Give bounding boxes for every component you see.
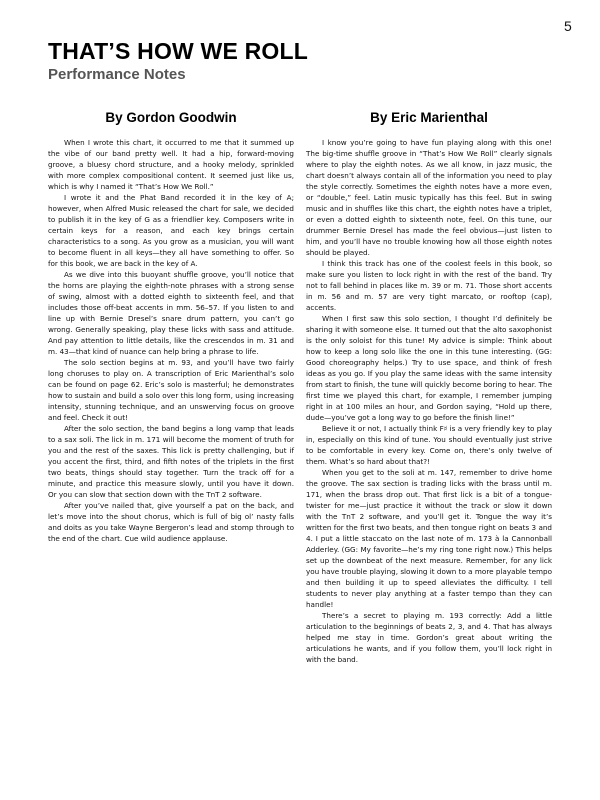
right-paragraph: I think this track has one of the coolest feels in this book, so make sure you listen to lock right in with the rest of the band. Try not to fall behind in places like m. 39 or m. 71. Those short accents in m. 56 and m. 57 are very tight marcato, or rooftop (cap), accents.	[306, 259, 552, 312]
left-column	[48, 110, 294, 544]
right-column	[306, 110, 552, 665]
left-paragraph: After you’ve nailed that, give yourself a pat on the back, and let’s move into the shout chorus, which is full of big ol’ nasty falls and doits as you take Wayne Bergeron’s lead and stomp through to the end of the chart. Cue wild audience applause.	[48, 501, 294, 543]
left-paragraph: The solo section begins at m. 93, and you’ll have two fairly long choruses to play on. A transcription of Eric Marienthal’s solo can be found on page 62. Eric’s solo is masterful; he demonstrates how to sustain and build a solo over this long form, using increasing intensity, stunning technique, and an unswerving focus on groove and feel. Check it out!	[48, 358, 294, 422]
page-number: 5	[564, 18, 572, 34]
left-paragraph: As we dive into this buoyant shuffle groove, you’ll notice that the horns are playing the eighth-note phrases with a strong sense of swing, almost with a dotted eighth to sixteenth feel, and that includes those off-beat accents in mm. 56–57. If you listen to and line up with Bernie Dresel’s snare drum pattern, you can’t go wrong. Generally speaking, play these licks with sass and attitude. And pay attention to little details, like the crescendos in m. 31 and m. 43—that kind of nuance can help bring a phrase to life.	[48, 270, 294, 356]
left-paragraph: After the solo section, the band begins a long vamp that leads to a sax soli. The lick in m. 171 will become the moment of truth for you and the rest of the saxes. This lick is pretty challenging, but if you accent the first, third, and fifth notes of the triplets in the first two beats, things should stay together. Turn the track off for a minute, and practice this measure slowly, until you have it down. Or you can slow that section down with the TnT 2 software.	[48, 424, 294, 499]
right-paragraph: Believe it or not, I actually think F♯ is a very friendly key to play in, especially on this kind of tune. You should eventually just strive to be comfortable in every key. Come on, there’s only twelve of them. What’s so hard about that?!	[306, 424, 552, 466]
right-paragraph: There’s a secret to playing m. 193 correctly: Add a little articulation to the beginnings of beats 2, 3, and 4. That has always helped me stay in time. Gordon’s great about writing the articulations he wants, and if you follow them, you’ll lock right in with the band.	[306, 611, 552, 664]
right-paragraph: When I first saw this solo section, I thought I’d definitely be sharing it with someone else. It turned out that the alto saxophonist is the only soloist for this tune! My advice is simple: Think about how to keep a long solo like the one in this tune interesting. (GG: Good choreography helps.) Try to use space, and think of fresh ideas as you go. If you play the same ideas with the same intensity from start to finish, the tune will quickly become boring to hear. The first time we played this chart, for example, I remember jumping right in at 100 miles an hour, and Gordon saying, “Hold up there, dude—you’ve got a long way to go before the finish line!”	[306, 314, 552, 422]
right-paragraph: I know you’re going to have fun playing along with this one! The big-time shuffle groove in “That’s How We Roll” clearly signals where to play the eighth notes. As we all know, in jazz music, the chart doesn’t always contain all of the information you need to play the style correctly. Sometimes the eighth notes have a more even, or “double,” feel. Latin music typically has this feel. But in swing music and in shuffles like this chart, the eighth notes have a triplet, or even a dotted eighth to sixteenth note, feel. On this tune, our drummer Bernie Dresel has made the feel obvious—just listen to him, and you’ll have no trouble knowing how all those eighth notes should be played.	[306, 138, 552, 257]
left-paragraph: I wrote it and the Phat Band recorded it in the key of A; however, when Alfred Music released the chart for sale, we decided to publish it in the key of G as a friendlier key. Composers write in certain keys for a reason, and each key brings certain characteristics to a song. As you grow as a musician, you will want to become fluent in all keys—they all have something to offer. So for this book, we are back in the key of A.	[48, 193, 294, 268]
right-paragraph: When you get to the soli at m. 147, remember to drive home the groove. The sax section is trading licks with the brass until m. 171, when the brass drop out. That first lick is a bit of a tongue-twister for me—just practice it without the track or slow it down with the TnT 2 software, and you’ll get it. Tongue the way it’s written for the first two beats, and then tongue right on beats 3 and 4. I put a little staccato on the last note of m. 173 à la Cannonball Adderley. (GG: My favorite—he’s my ring tone right now.) This helps set up the downbeat of the next measure. Remember, for any lick you have trouble playing, slowing it down to a more playable tempo and then building it up to speed alleviates the difficulty. I tell students to never play anything at a faster tempo than they can handle!	[306, 468, 552, 609]
page-title: THAT’S HOW WE ROLL	[48, 38, 308, 64]
left-paragraph: When I wrote this chart, it occurred to me that it summed up the vibe of our band pretty well. It had a hip, forward-moving groove, a bluesy chord structure, and a hooky melody, sprinkled with more complex compositional content. It seemed just like us, which is why I named it “That’s How We Roll.”	[48, 138, 294, 191]
left-column-heading: By Gordon Goodwin	[105, 110, 237, 125]
page-subtitle: Performance Notes	[48, 66, 186, 83]
right-column-heading: By Eric Marienthal	[370, 110, 488, 125]
